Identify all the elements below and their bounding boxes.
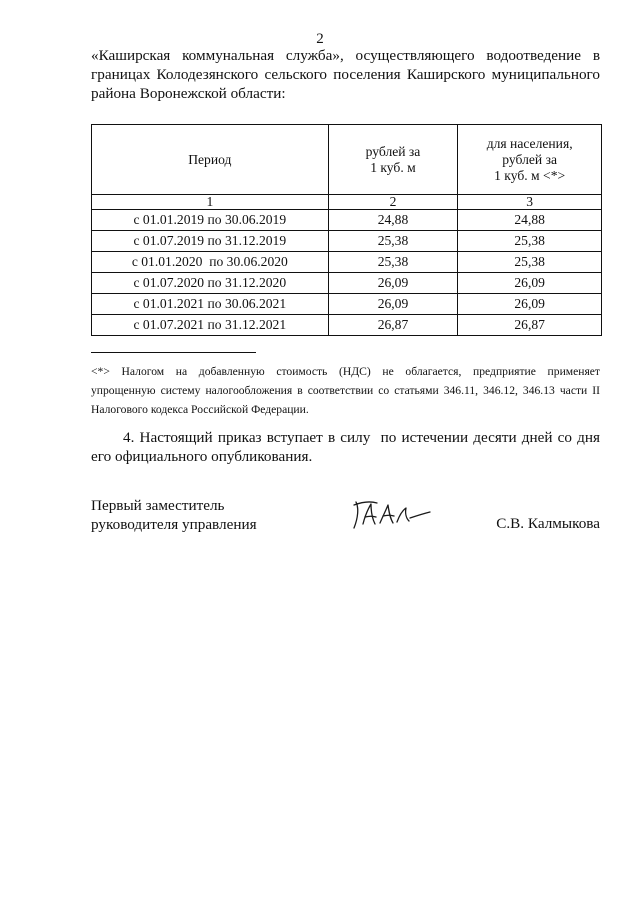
header-period: Период (92, 125, 329, 195)
period-cell: с 01.07.2019 по 31.12.2019 (92, 231, 329, 252)
period-cell: с 01.01.2019 по 30.06.2019 (92, 210, 329, 231)
population-rate-cell: 24,88 (458, 210, 602, 231)
header-population-line: рублей за (502, 151, 557, 167)
intro-line: границах Колодезянского сельского поселения Каширского муниципального (91, 66, 600, 83)
population-rate-cell: 26,87 (458, 315, 602, 336)
tariff-table (91, 124, 602, 336)
intro-paragraph (91, 46, 600, 103)
header-rate-line: рублей за (365, 143, 421, 159)
table-header-row (92, 125, 602, 195)
rate-cell: 25,38 (328, 231, 458, 252)
page-number: 2 (316, 31, 324, 47)
header-population-line: для населения, (486, 135, 573, 151)
rate-cell: 25,38 (328, 252, 458, 273)
column-number-row (92, 195, 602, 210)
rate-cell: 26,09 (328, 294, 458, 315)
intro-line: «Каширская коммунальная служба», осуществляющего водоотведение в (91, 47, 600, 64)
signer-title-line: Первый заместитель (91, 497, 225, 514)
footnote-line: <*> Налогом на добавленную стоимость (НДС) не облагается, предприятие применяет (91, 365, 600, 378)
footnote (91, 362, 600, 419)
footnote-divider (91, 352, 256, 353)
signer-title (91, 496, 257, 534)
population-rate-cell: 26,09 (458, 273, 602, 294)
column-number: 3 (458, 195, 602, 210)
footnote-line: Налогового кодекса Российской Федерации. (91, 403, 309, 416)
table-row (92, 273, 602, 294)
table-row (92, 252, 602, 273)
period-cell: с 01.01.2021 по 30.06.2021 (92, 294, 329, 315)
rate-cell: 26,09 (328, 273, 458, 294)
clause-line: 4. Настоящий приказ вступает в силу по истечении десяти дней со дня (123, 429, 600, 446)
rate-cell: 26,87 (328, 315, 458, 336)
column-number: 1 (92, 195, 329, 210)
header-population-line: 1 куб. м <*> (494, 167, 566, 183)
header-rate (328, 125, 458, 195)
clause-line: его официального опубликования. (91, 448, 313, 465)
footnote-line: упрощенную систему налогообложения в соответствии со статьями 346.11, 346.12, 346.13 части II (91, 384, 600, 397)
population-rate-cell: 26,09 (458, 294, 602, 315)
population-rate-cell: 25,38 (458, 252, 602, 273)
table-row (92, 231, 602, 252)
period-cell: с 01.01.2020 по 30.06.2020 (92, 252, 329, 273)
intro-line: района Воронежской области: (91, 85, 286, 102)
table-row (92, 210, 602, 231)
clause-4 (91, 428, 600, 466)
table-row (92, 315, 602, 336)
signer-title-line: руководителя управления (91, 516, 257, 533)
signer-name: С.В. Калмыкова (496, 515, 600, 532)
header-rate-line: 1 куб. м (370, 159, 416, 175)
header-population-rate (458, 125, 602, 195)
table-row (92, 294, 602, 315)
population-rate-cell: 25,38 (458, 231, 602, 252)
column-number: 2 (328, 195, 458, 210)
period-cell: с 01.07.2020 по 31.12.2020 (92, 273, 329, 294)
handwritten-signature (350, 496, 432, 536)
rate-cell: 24,88 (328, 210, 458, 231)
period-cell: с 01.07.2021 по 31.12.2021 (92, 315, 329, 336)
